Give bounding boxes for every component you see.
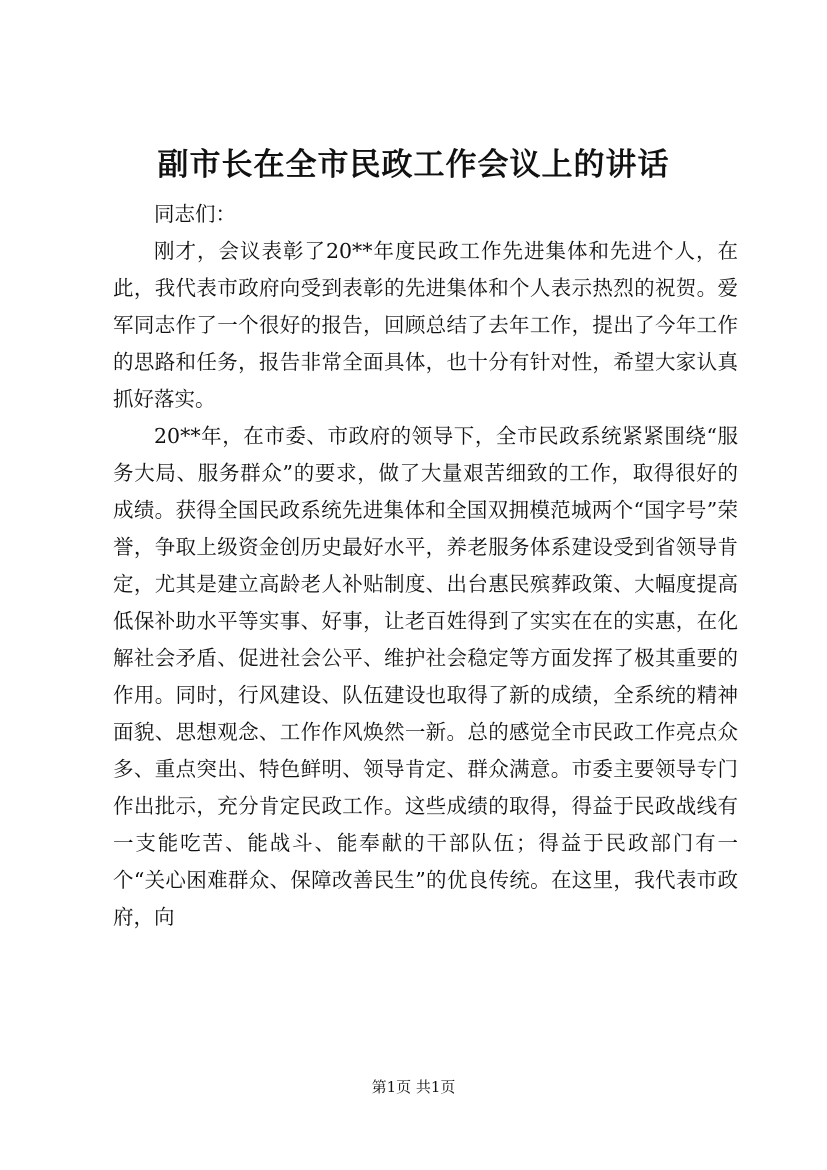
document-body	[113, 196, 738, 936]
document-title: 副市长在全市民政工作会议上的讲话	[157, 147, 670, 183]
greeting-line: 同志们：	[154, 202, 236, 226]
page-footer: 第1页 共1页	[371, 1078, 456, 1096]
body-paragraph-1: 刚才，会议表彰了20**年度民政工作先进集体和先进个人，在此，我代表市政府向受到表彰的先进集体和个人表示热烈的祝贺。爱军同志作了一个很好的报告，回顾总结了去年工作，提出了今年工作的思路和任务，报告非常全面具体，也十分有针对性，希望大家认真抓好落实。	[113, 239, 738, 411]
body-paragraph-2: 20**年，在市委、市政府的领导下，全市民政系统紧紧围绕“服务大局、服务群众”的要求，做了大量艰苦细致的工作，取得很好的成绩。获得全国民政系统先进集体和全国双拥模范城两个“国字号”荣誉，争取上级资金创历史最好水平，养老服务体系建设受到省领导肯定，尤其是建立高龄老人补贴制度、出台惠民殡葬政策、大幅度提高低保补助水平等实事、好事，让老百姓得到了实实在在的实惠，在化解社会矛盾、促进社会公平、维护社会稳定等方面发挥了极其重要的作用。同时，行风建设、队伍建设也取得了新的成绩，全系统的精神面貌、思想观念、工作作风焕然一新。总的感觉全市民政工作亮点众多、重点突出、特色鲜明、领导肯定、群众满意。市委主要领导专门作出批示，充分肯定民政工作。这些成绩的取得，得益于民政战线有一支能吃苦、能战斗、能奉献的干部队伍；得益于民政部门有一个“关心困难群众、保障改善民生”的优良传统。在这里，我代表市政府，向	[113, 424, 738, 929]
